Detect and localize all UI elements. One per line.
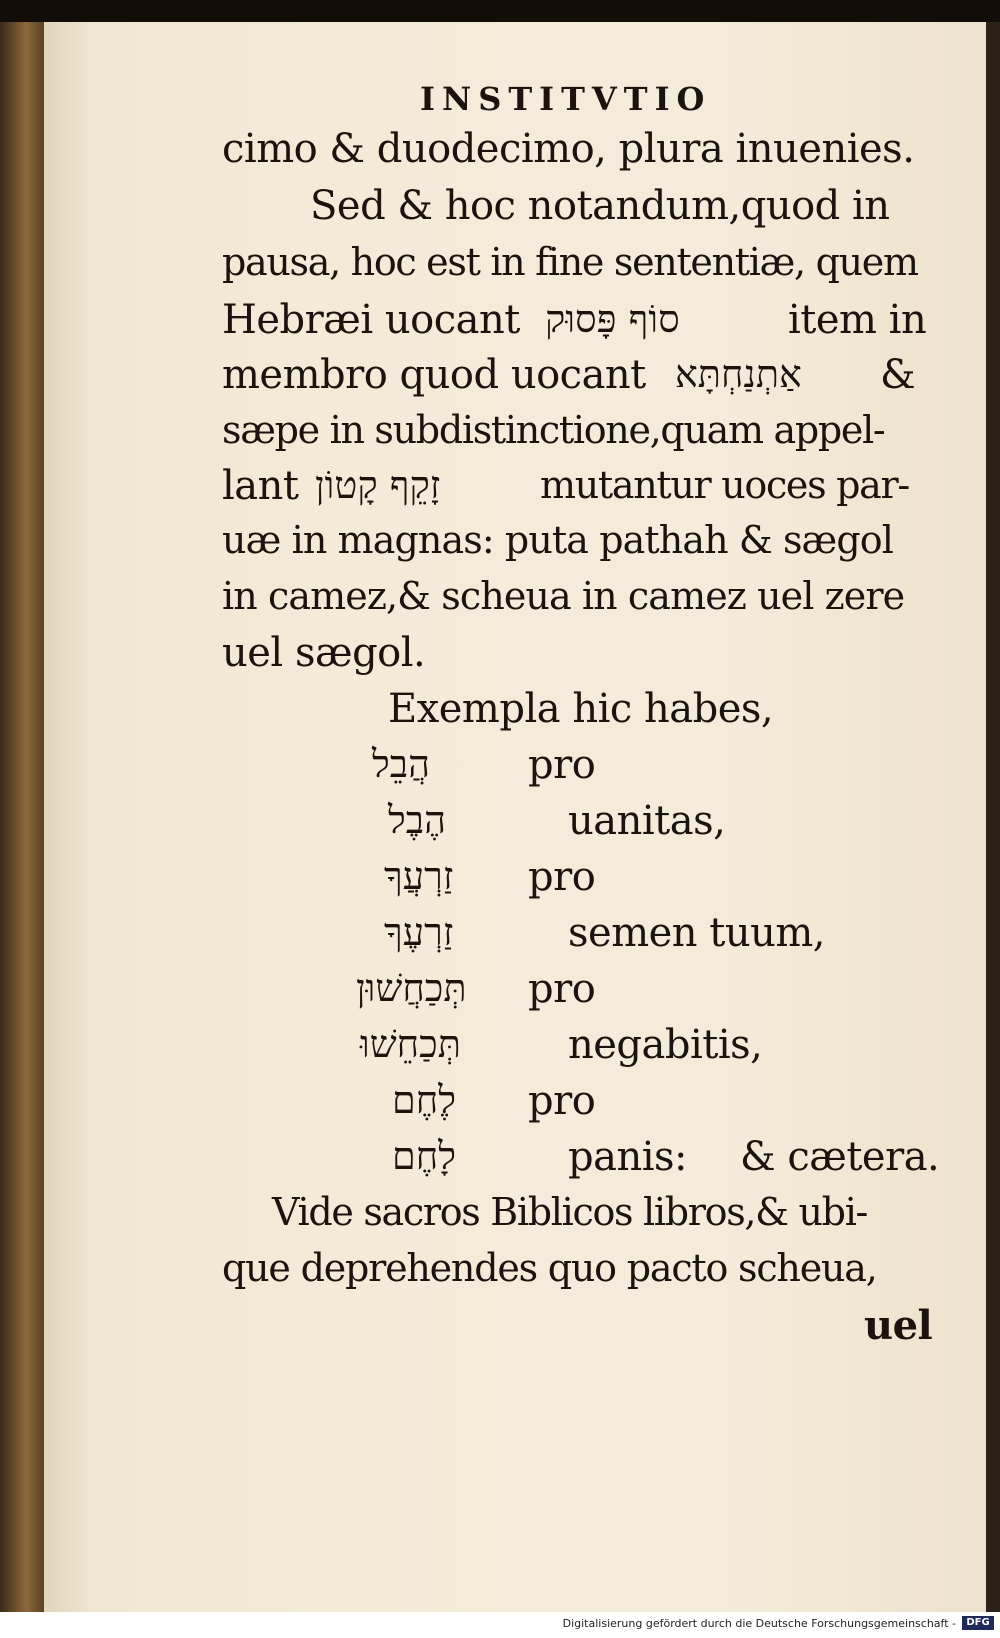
text-line-7-start: lant [222,463,299,509]
examples-heading: Exempla hic habes, [388,686,774,732]
example-latin-6: negabitis, [568,1022,763,1068]
example-hebrew-7: לֶחֶם [392,1078,456,1122]
text-line-9: in camez,& scheua in camez uel zere [222,574,905,618]
example-hebrew-4: זַרְעֶךָ [384,910,454,954]
example-latin-5: pro [528,966,596,1012]
text-line-2: Sed & hoc notandum,quod in [310,183,890,229]
running-header: INSTITVTIO [420,80,712,118]
page-edge [986,22,1000,1612]
hebrew-atnachta: אַתְנַחְתָּא [675,352,802,396]
example-latin-8: panis: [568,1134,688,1180]
example-hebrew-5: תְּכַחֲשׁוּן [356,966,467,1010]
text-line-6: sæpe in subdistinctione,quam appel- [222,408,885,452]
example-latin-1: pro [528,742,596,788]
example-hebrew-1: הֲבֵל [372,742,430,786]
text-line-5-latin: membro quod uocant [222,352,646,398]
example-latin-3: pro [528,854,596,900]
digitization-credit: Digitalisierung gefördert durch die Deutsche Forschungsgemeinschaft - [562,1617,956,1630]
book-spine [0,22,44,1612]
text-line-4-end: item in [788,297,927,343]
text-line-7-end: mutantur uoces par- [540,463,909,507]
example-latin-4: semen tuum, [568,910,826,956]
example-latin-7: pro [528,1078,596,1124]
example-latin-2: uanitas, [568,798,726,844]
closing-line-2: que deprehendes quo pacto scheua, [222,1246,877,1290]
hebrew-zaqef-qaton: זָקֵף קָטוֹן [315,463,441,507]
text-line-3: pausa, hoc est in fine sententiæ, quem [222,240,918,284]
example-hebrew-8: לָחֶם [392,1134,456,1178]
example-hebrew-6: תְּכַחֵשׁוּ [360,1022,461,1066]
dfg-logo: DFG [962,1616,994,1630]
closing-line-1: Vide sacros Biblicos libros,& ubi- [272,1190,868,1234]
catchword: uel [864,1302,933,1349]
text-line-10: uel sægol. [222,630,426,676]
text-line-1: cimo & duodecimo, plura inuenies. [222,126,915,172]
example-hebrew-3: זַרְעֲךָ [384,854,454,898]
text-line-4-latin: Hebræi uocant [222,297,520,343]
et-cetera: & cætera. [740,1134,940,1180]
example-hebrew-2: הֶבֶל [388,798,446,842]
hebrew-sof-pasuq: סוֹף פָּסוּק [545,297,680,341]
text-line-8: uæ in magnas: puta pathah & sægol [222,518,894,562]
text-line-5-end: & [880,352,916,398]
